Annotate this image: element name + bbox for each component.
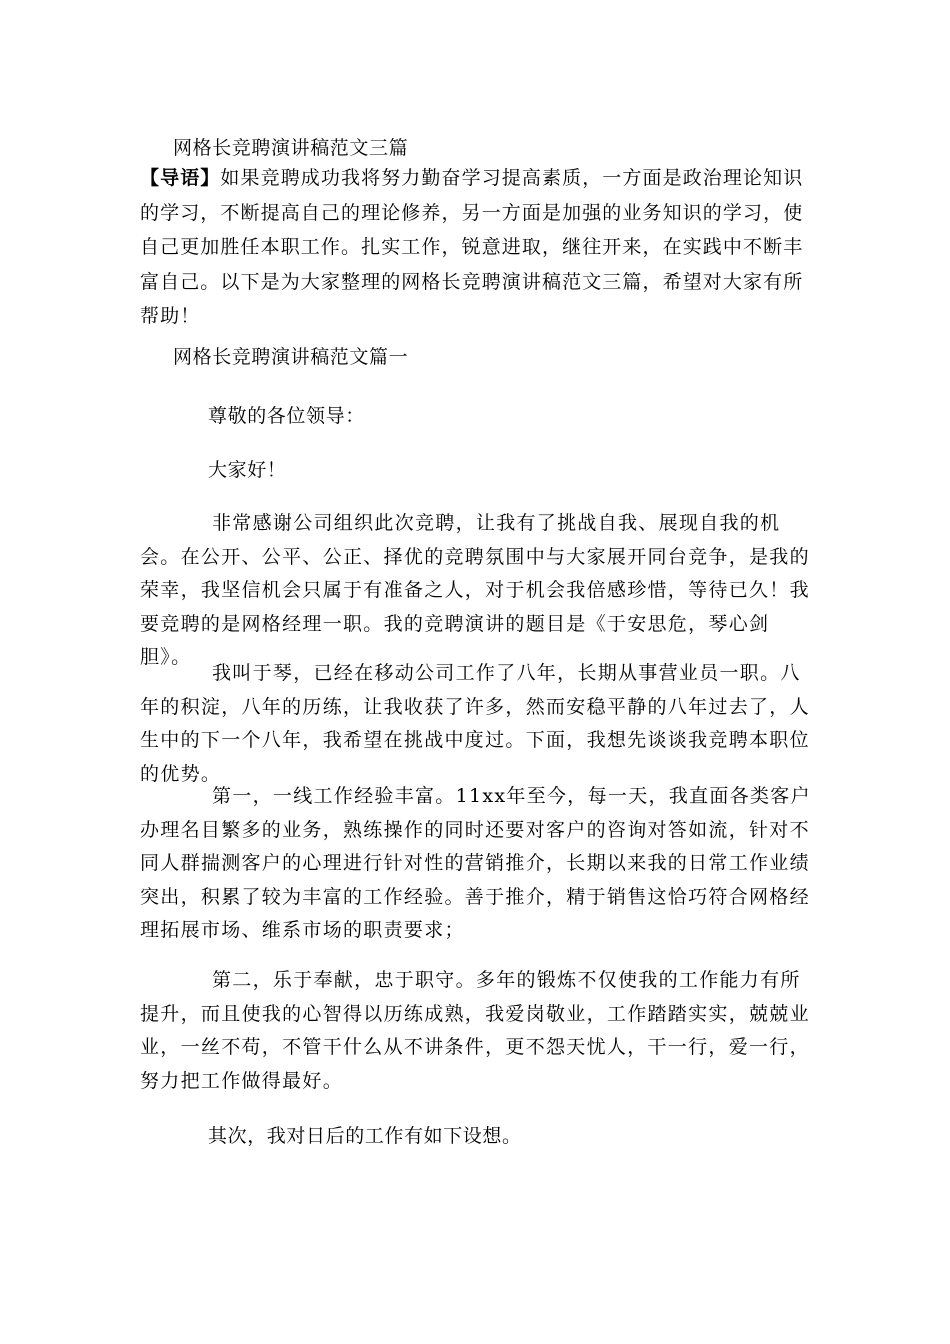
intro-label: 【导语】 xyxy=(140,167,221,189)
body-paragraph: 第二，乐于奉献，忠于职守。多年的锻炼不仅使我的工作能力有所提升，而且使我的心智得以历练成熟，我爱岗敬业，工作踏踏实实，兢兢业业，一丝不苟，不管干什么从不讲条件，更不怨天忧人，干一行，爱一行，努力把工作做得最好。 xyxy=(140,969,810,1092)
salutation: 尊敬的各位领导： xyxy=(208,405,365,427)
section-title: 网格长竞聘演讲稿范文篇一 xyxy=(173,346,409,368)
body-paragraph: 我叫于琴，已经在移动公司工作了八年，长期从事营业员一职。八年的积淀，八年的历练，让我收获了许多，然而安稳平静的八年过去了，人生中的下一个八年，我希望在挑战中度过。下面，我想先谈谈我竞聘本职位的优势。 xyxy=(140,662,810,785)
document-title: 网格长竞聘演讲稿范文三篇 xyxy=(173,137,409,159)
closing-line: 其次，我对日后的工作有如下设想。 xyxy=(208,1125,522,1147)
intro-text: 如果竞聘成功我将努力勤奋学习提高素质，一方面是政治理论知识的学习，不断提高自己的理论修养，另一方面是加强的业务知识的学习，使自己更加胜任本职工作。扎实工作，锐意进取，继往开来，在实践中不断丰富自己。以下是为大家整理的网格长竞聘演讲稿范文三篇，希望对大家有所帮助！ xyxy=(140,167,804,327)
body-paragraph: 非常感谢公司组织此次竞聘，让我有了挑战自我、展现自我的机会。在公开、公平、公正、择优的竞聘氛围中与大家展开同台竞争，是我的荣幸，我坚信机会只属于有准备之人，对于机会我倍感珍惜，等待已久！我要竞聘的是网格经理一职。我的竞聘演讲的题目是《于安思危，琴心剑胆》。 xyxy=(140,512,810,668)
greeting: 大家好！ xyxy=(208,459,287,481)
body-paragraph: 第一，一线工作经验丰富。11xx年至今，每一天，我直面各类客户办理名目繁多的业务，熟练操作的同时还要对客户的咨询对答如流，针对不同人群揣测客户的心理进行针对性的营销推介，长期以来我的日常工作业绩突出，积累了较为丰富的工作经验。善于推介，精于销售这恰巧符合网格经理拓展市场、维系市场的职责要求； xyxy=(140,785,811,941)
intro-paragraph xyxy=(140,161,820,334)
